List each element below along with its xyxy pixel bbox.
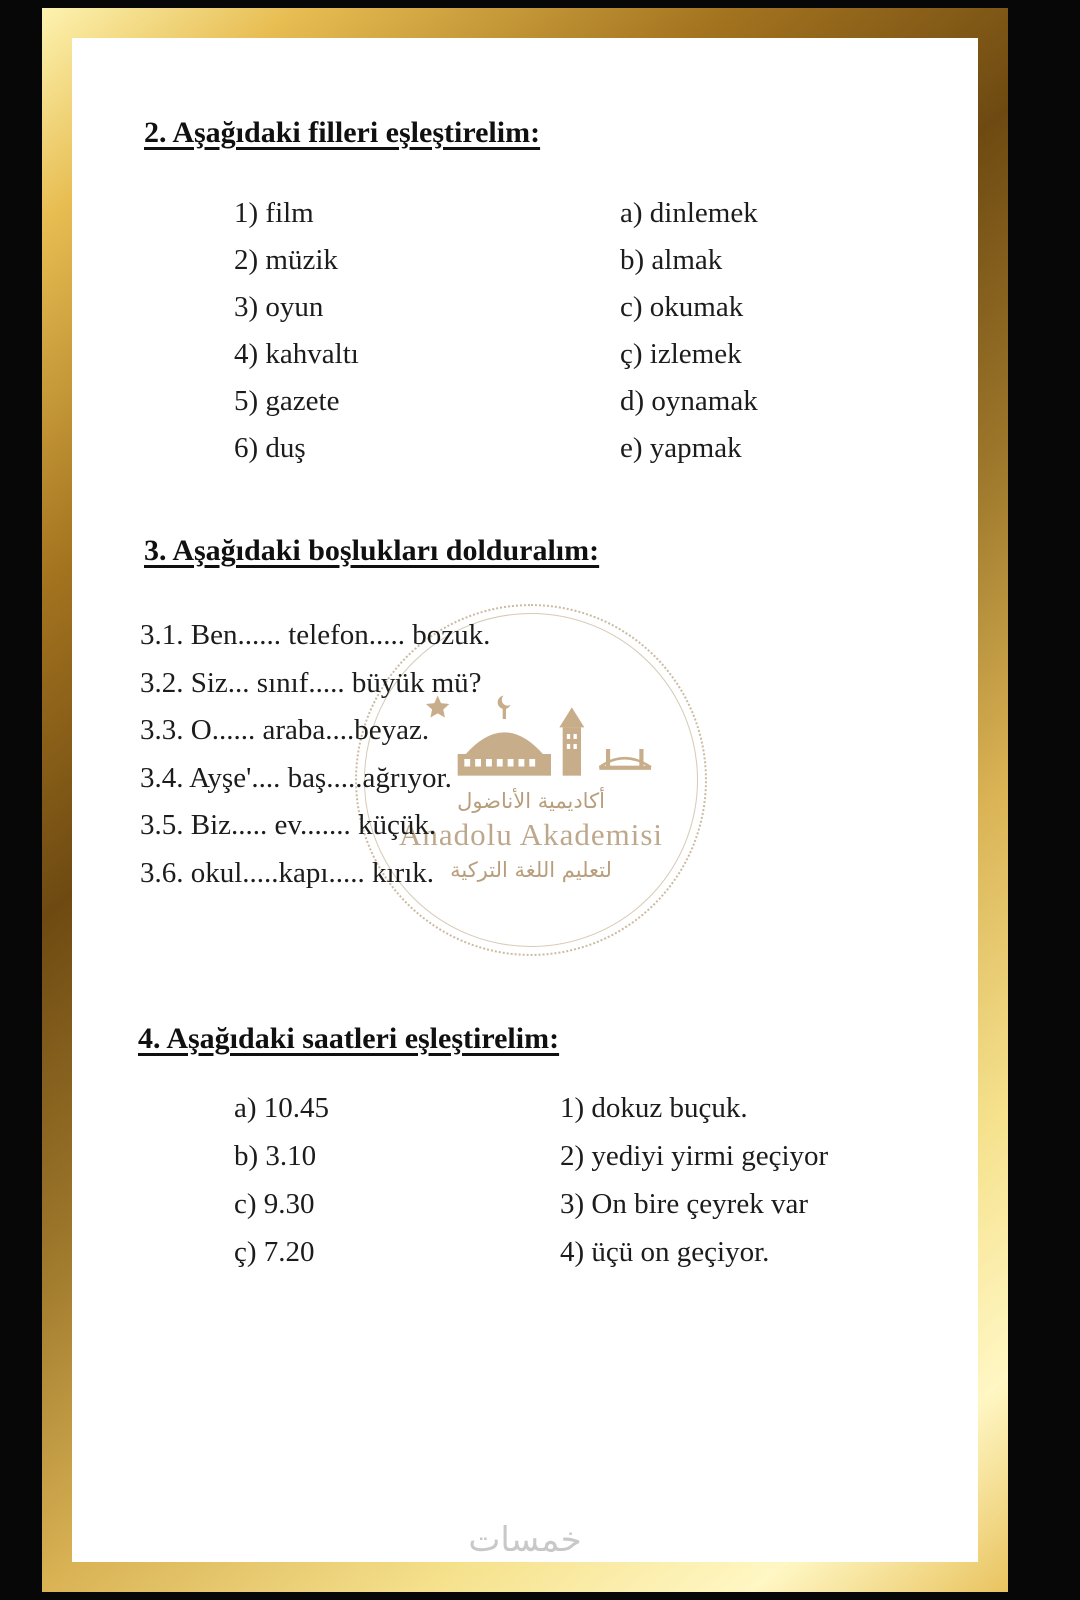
match-item: 2) yediyi yirmi geçiyor bbox=[560, 1140, 829, 1172]
watermark-arabic-bottom: لتعليم اللغة التركية bbox=[450, 857, 612, 882]
match-item: 1) film bbox=[234, 197, 314, 229]
exercise3-title: 3. Aşağıdaki boşlukları dolduralım: bbox=[144, 534, 600, 567]
fill-item: 3.5. Biz..... ev....... küçük. bbox=[140, 809, 437, 841]
exercise2-right-column bbox=[620, 190, 758, 472]
exercise4-title: 4. Aşağıdaki saatleri eşleştirelim: bbox=[138, 1022, 560, 1055]
exercise4-right-column bbox=[560, 1084, 828, 1276]
match-item: c) okumak bbox=[620, 291, 744, 323]
fill-item: 3.1. Ben...... telefon..... bozuk. bbox=[140, 619, 491, 651]
fill-item: 3.6. okul.....kapı..... kırık. bbox=[140, 856, 435, 889]
worksheet-page bbox=[72, 38, 978, 1562]
match-item: e) yapmak bbox=[620, 432, 742, 464]
fill-item: 3.3. O...... araba....beyaz. bbox=[140, 714, 430, 746]
fill-item: 3.4. Ayşe'.... baş.....ağrıyor. bbox=[140, 761, 452, 794]
match-item: d) oynamak bbox=[620, 385, 758, 417]
match-item: a) 10.45 bbox=[234, 1092, 330, 1124]
match-item: 3) On bire çeyrek var bbox=[560, 1188, 808, 1220]
match-item: c) 9.30 bbox=[234, 1188, 315, 1220]
match-item: 2) müzik bbox=[234, 244, 338, 276]
match-item: 1) dokuz buçuk. bbox=[560, 1092, 748, 1124]
fill-item: 3.2. Siz... sınıf..... büyük mü? bbox=[140, 666, 482, 699]
match-item: 6) duş bbox=[234, 432, 306, 464]
gold-frame bbox=[42, 8, 1008, 1592]
watermark-arabic-top: أكاديمية الأناضول bbox=[457, 788, 605, 813]
site-watermark: خمسات bbox=[468, 1520, 582, 1560]
exercise2-left-column bbox=[234, 190, 359, 472]
match-item: a) dinlemek bbox=[620, 197, 758, 229]
match-item: ç) 7.20 bbox=[234, 1236, 315, 1268]
match-item: 4) üçü on geçiyor. bbox=[560, 1236, 770, 1268]
exercise2-title: 2. Aşağıdaki filleri eşleştirelim: bbox=[144, 116, 541, 149]
match-item: 5) gazete bbox=[234, 385, 340, 417]
match-item: 4) kahvaltı bbox=[234, 338, 359, 370]
exercise4-left-column bbox=[234, 1084, 329, 1276]
exercise3-list bbox=[140, 612, 490, 897]
match-item: 3) oyun bbox=[234, 291, 324, 323]
match-item: b) 3.10 bbox=[234, 1140, 317, 1172]
watermark-latin: Anadolu Akademisi bbox=[398, 816, 664, 852]
match-item: ç) izlemek bbox=[620, 338, 742, 370]
match-item: b) almak bbox=[620, 244, 723, 276]
